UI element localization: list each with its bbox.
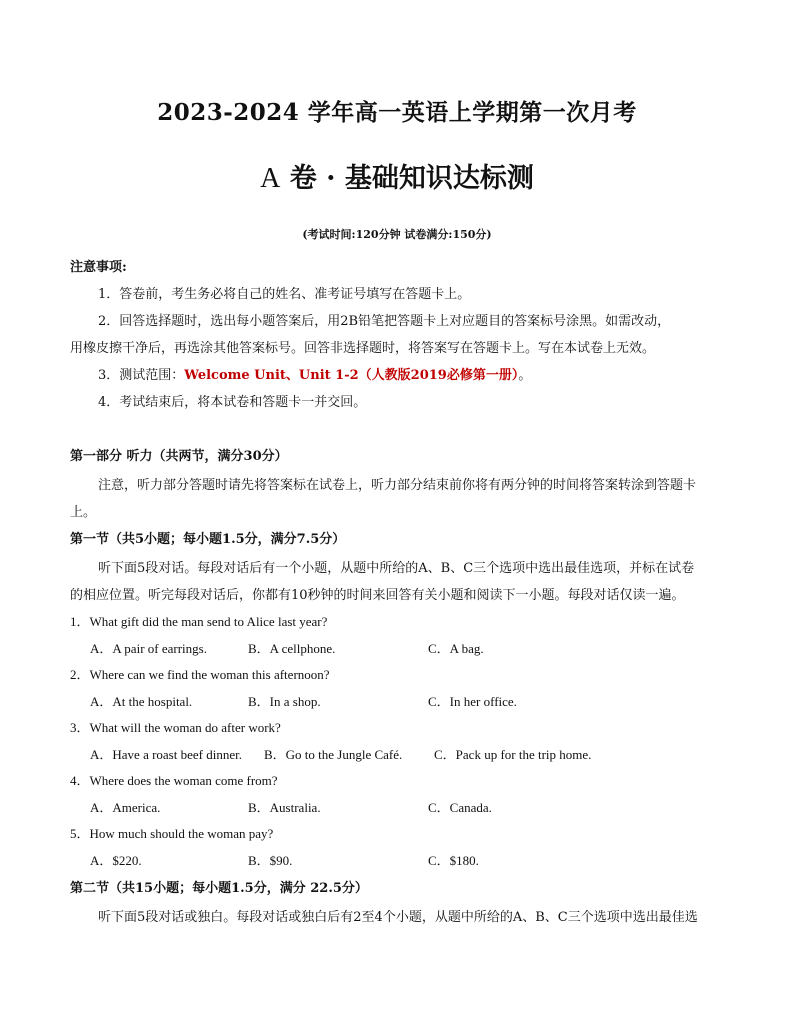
section1-heading: 第一节（共5小题；每小题1.5分，满分7.5分） xyxy=(70,532,346,547)
question-3-option-b: B．Go to the Jungle Café. xyxy=(264,747,403,762)
question-1-option-b: B．A cellphone. xyxy=(248,641,336,656)
question-1-option-a: A．A pair of earrings. xyxy=(90,641,207,656)
part1-heading: 第一部分 听力（共两节，满分30分） xyxy=(70,449,288,464)
notice-heading: 注意事项: xyxy=(70,260,127,275)
subtitle-rest: 卷 · 基础知识达标测 xyxy=(280,163,534,194)
question-4: 4．Where does the woman come from? xyxy=(70,773,278,788)
question-3-option-a: A．Have a roast beef dinner. xyxy=(90,747,242,762)
question-4-option-b: B．Australia. xyxy=(248,800,321,815)
notice-item-3-suffix: 。 xyxy=(518,368,532,383)
question-3: 3．What will the woman do after work? xyxy=(70,720,281,735)
notice-item-2-line-1: 2．回答选择题时，选出每小题答案后，用2B铅笔把答题卡上对应题目的答案标号涂黑。如需改动， xyxy=(98,314,671,329)
part1-note-line-1: 注意，听力部分答题时请先将答案标在试卷上，听力部分结束前你将有两分钟的时间将答案转涂到答题卡 xyxy=(98,478,697,493)
notice-item-3 xyxy=(98,364,531,383)
question-2: 2．Where can we find the woman this afternoon? xyxy=(70,667,330,682)
question-1: 1．What gift did the man send to Alice last year? xyxy=(70,614,328,629)
question-5-option-b: B．$90. xyxy=(248,853,293,868)
exam-subtitle xyxy=(0,156,794,195)
exam-title: 2023-2024 学年高一英语上学期第一次月考 xyxy=(157,99,637,126)
question-5: 5．How much should the woman pay? xyxy=(70,826,274,841)
question-5-option-c: C．$180. xyxy=(428,853,479,868)
section2-heading: 第二节（共15小题；每小题1.5分，满分 22.5分） xyxy=(70,881,368,896)
notice-item-1: 1．答卷前，考生务必将自己的姓名、准考证号填写在答题卡上。 xyxy=(98,287,471,302)
part1-note-line-2: 上。 xyxy=(70,505,97,520)
subtitle-letter: A xyxy=(260,163,281,194)
notice-item-2-line-2: 用橡皮擦干净后，再选涂其他答案标号。回答非选择题时，将答案写在答题卡上。写在本试卷上无效。 xyxy=(70,341,656,356)
notice-item-4: 4．考试结束后，将本试卷和答题卡一并交回。 xyxy=(98,395,367,410)
question-2-option-c: C．In her office. xyxy=(428,694,517,709)
section2-instr-line-1: 听下面5段对话或独白。每段对话或独白后有2至4个小题，从题中所给的A、B、C三个选项中选出最佳选 xyxy=(98,910,698,925)
question-2-option-a: A．At the hospital. xyxy=(90,694,193,709)
question-5-option-a: A．$220. xyxy=(90,853,142,868)
test-scope: Welcome Unit、Unit 1-2（人教版2019必修第一册） xyxy=(184,368,519,383)
question-4-option-c: C．Canada. xyxy=(428,800,492,815)
question-1-option-c: C．A bag. xyxy=(428,641,484,656)
section1-instr-line-1: 听下面5段对话。每段对话后有一个小题，从题中所给的A、B、C三个选项中选出最佳选项，并标在试卷 xyxy=(98,561,695,576)
question-4-option-a: A．America. xyxy=(90,800,161,815)
section1-instr-line-2: 的相应位置。听完每段对话后，你都有10秒钟的时间来回答有关小题和阅读下一小题。每段对话仅读一遍。 xyxy=(70,588,685,603)
exam-time-info: (考试时间:120分钟 试卷满分:150分) xyxy=(302,228,492,241)
question-2-option-b: B．In a shop. xyxy=(248,694,321,709)
question-3-option-c: C．Pack up for the trip home. xyxy=(434,747,592,762)
notice-item-3-prefix: 3．测试范围： xyxy=(98,368,185,383)
